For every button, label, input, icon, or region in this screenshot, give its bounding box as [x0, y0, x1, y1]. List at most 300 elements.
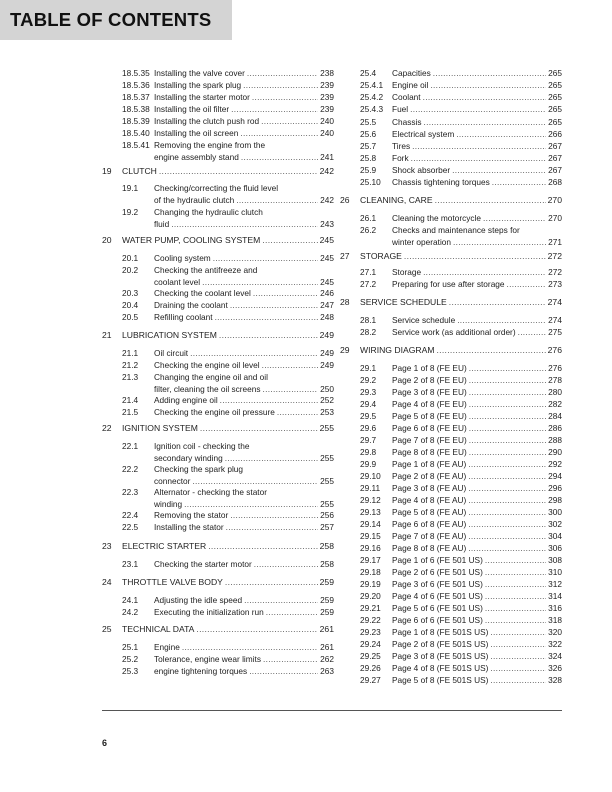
- toc-entry-title: Cooling system: [154, 253, 211, 263]
- toc-entry-title: Page 3 of 6 (FE 501 US): [392, 579, 483, 589]
- dot-leader: [196, 624, 317, 636]
- toc-entry[interactable]: [102, 372, 334, 395]
- dot-leader: [430, 80, 546, 92]
- dot-leader: [468, 483, 546, 495]
- toc-entry-title: TECHNICAL DATA: [122, 624, 195, 634]
- toc-entry[interactable]: [340, 591, 562, 603]
- toc-entry[interactable]: [340, 615, 562, 627]
- toc-entry-title: Page 5 of 6 (FE 501 US): [392, 603, 483, 613]
- toc-entry-title: Checking the starter motor: [154, 559, 252, 569]
- toc-entry[interactable]: [340, 267, 562, 279]
- dot-leader: [159, 166, 318, 178]
- toc-chapter[interactable]: [102, 423, 334, 435]
- toc-entry[interactable]: [340, 315, 562, 327]
- toc-entry-number: 25.5: [360, 117, 377, 127]
- dot-leader: [423, 267, 546, 279]
- toc-entry-number: 24.2: [122, 607, 139, 617]
- toc-entry[interactable]: [102, 642, 334, 654]
- dot-leader: [249, 666, 318, 678]
- dot-leader: [469, 435, 546, 447]
- toc-entry-title: Removing the stator: [154, 510, 229, 520]
- toc-entry-number: 24: [102, 577, 112, 587]
- toc-entry-page: 276: [547, 345, 562, 355]
- toc-entry-page: 296: [548, 483, 562, 493]
- toc-entry[interactable]: [340, 423, 562, 435]
- toc-entry-page: 252: [320, 395, 334, 405]
- toc-entry[interactable]: [102, 140, 334, 163]
- dot-leader: [277, 407, 318, 419]
- dot-leader: [213, 253, 318, 265]
- dot-leader: [424, 117, 547, 129]
- toc-entry[interactable]: [102, 441, 334, 464]
- toc-chapter[interactable]: [102, 577, 334, 589]
- toc-chapter[interactable]: [102, 330, 334, 342]
- toc-entry[interactable]: [102, 360, 334, 372]
- dot-leader: [240, 128, 318, 140]
- toc-entry-title: Page 1 of 6 (FE 501 US): [392, 555, 483, 565]
- toc-entry-number: 18.5.37: [122, 92, 150, 102]
- toc-entry[interactable]: [340, 411, 562, 423]
- dot-leader: [490, 639, 546, 651]
- toc-entry[interactable]: [102, 487, 334, 510]
- dot-leader: [485, 591, 546, 603]
- dot-leader: [208, 541, 317, 553]
- toc-entry[interactable]: [340, 579, 562, 591]
- toc-entry[interactable]: [340, 471, 562, 483]
- toc-entry[interactable]: [340, 435, 562, 447]
- toc-entry-number: 29.27: [360, 675, 381, 685]
- page-title: TABLE OF CONTENTS: [10, 9, 212, 30]
- dot-leader: [410, 104, 546, 116]
- toc-entry-title: Page 2 of 8 (FE 501S US): [392, 639, 489, 649]
- toc-entry-title: Checking the engine oil pressure: [154, 407, 275, 417]
- toc-entry[interactable]: [340, 531, 562, 543]
- toc-entry-title: Chassis tightening torques: [392, 177, 490, 187]
- toc-entry-page: 271: [548, 236, 562, 247]
- toc-entry-number: 29.9: [360, 459, 377, 469]
- toc-entry-number: 29.19: [360, 579, 381, 589]
- toc-entry-title: Installing the clutch push rod: [154, 116, 260, 126]
- toc-entry-number: 25.9: [360, 165, 377, 175]
- toc-entry-number: 23: [102, 541, 112, 551]
- toc-entry-page: 263: [320, 666, 334, 676]
- toc-entry-page: 245: [320, 276, 334, 287]
- toc-entry-title: Checking the engine oil level: [154, 360, 260, 370]
- toc-entry-title: Service work (as additional order): [392, 327, 516, 337]
- toc-entry-number: 27.2: [360, 279, 377, 289]
- toc-entry[interactable]: [340, 519, 562, 531]
- toc-entry-page: 241: [320, 151, 334, 162]
- toc-entry[interactable]: [102, 666, 334, 678]
- toc-entry[interactable]: [102, 607, 334, 619]
- toc-entry[interactable]: [340, 213, 562, 225]
- toc-entry[interactable]: [102, 395, 334, 407]
- toc-entry-title: Page 5 of 8 (FE AU): [392, 507, 467, 517]
- dot-leader: [230, 510, 318, 522]
- dot-leader: [490, 675, 546, 687]
- toc-entry[interactable]: [340, 363, 562, 375]
- toc-entry-title: SERVICE SCHEDULE: [360, 297, 447, 307]
- toc-entry[interactable]: [102, 348, 334, 360]
- toc-entry-title: Page 3 of 8 (FE EU): [392, 387, 467, 397]
- toc-entry-number: 29.22: [360, 615, 381, 625]
- toc-entry[interactable]: [340, 483, 562, 495]
- toc-entry-number: 25.4: [360, 68, 377, 78]
- dot-leader: [469, 411, 546, 423]
- toc-entry-number: 18.5.36: [122, 80, 150, 90]
- toc-entry[interactable]: [102, 312, 334, 324]
- toc-entry-number: 26.2: [360, 225, 377, 235]
- toc-chapter[interactable]: [340, 297, 562, 309]
- toc-entry[interactable]: [102, 207, 334, 230]
- toc-entry[interactable]: [340, 507, 562, 519]
- toc-entry-page: 298: [548, 495, 562, 505]
- toc-entry-title: Shock absorber: [392, 165, 451, 175]
- dot-leader: [266, 607, 318, 619]
- toc-entry-number: 25.4.1: [360, 80, 384, 90]
- toc-entry-page: 320: [548, 627, 562, 637]
- toc-entry-title: engine tightening torques: [154, 666, 248, 676]
- toc-entry-title: Adjusting the idle speed: [154, 595, 243, 605]
- toc-entry-title: Installing the oil screen: [154, 128, 239, 138]
- toc-entry-page: 278: [548, 375, 562, 385]
- toc-chapter[interactable]: [340, 251, 562, 263]
- toc-entry[interactable]: [340, 663, 562, 675]
- toc-entry-number: 25.6: [360, 129, 377, 139]
- toc-entry-number: 22.5: [122, 522, 139, 532]
- toc-entry[interactable]: [340, 375, 562, 387]
- toc-entry[interactable]: [102, 654, 334, 666]
- toc-entry-number: 22.3: [122, 487, 139, 497]
- footer-rule: [102, 710, 562, 711]
- toc-entry-number: 29.10: [360, 471, 381, 481]
- toc-entry-number: 29.20: [360, 591, 381, 601]
- toc-entry-title: coolant level: [154, 276, 201, 287]
- toc-entry[interactable]: [340, 675, 562, 687]
- toc-entry-title: Ignition coil - checking the: [154, 441, 250, 451]
- dot-leader: [469, 363, 546, 375]
- toc-entry-title: Checking the spark plug: [154, 464, 244, 474]
- toc-entry-page: 245: [320, 253, 334, 263]
- toc-entry-number: 18.5.39: [122, 116, 150, 126]
- toc-entry[interactable]: [340, 639, 562, 651]
- toc-entry[interactable]: [102, 68, 334, 80]
- toc-entry[interactable]: [102, 80, 334, 92]
- toc-entry-number: 29.3: [360, 387, 377, 397]
- toc-entry[interactable]: [340, 447, 562, 459]
- toc-entry-page: 280: [548, 387, 562, 397]
- toc-entry[interactable]: [102, 510, 334, 522]
- dot-leader: [485, 603, 546, 615]
- toc-entry-title: ELECTRIC STARTER: [122, 541, 207, 551]
- toc-entry-title: Page 7 of 8 (FE EU): [392, 435, 467, 445]
- toc-entry-page: 245: [319, 235, 334, 245]
- toc-entry-number: 29: [340, 345, 350, 355]
- toc-entry[interactable]: [102, 522, 334, 534]
- dot-leader: [452, 165, 546, 177]
- toc-entry[interactable]: [340, 165, 562, 177]
- toc-entry[interactable]: [340, 555, 562, 567]
- toc-entry-page: 261: [320, 642, 334, 652]
- dot-leader: [252, 92, 318, 104]
- dot-leader: [490, 651, 546, 663]
- toc-entry-number: 18.5.35: [122, 68, 150, 78]
- toc-entry[interactable]: [102, 407, 334, 419]
- toc-entry-title: of the hydraulic clutch: [154, 194, 235, 205]
- toc-entry-number: 29.11: [360, 483, 381, 493]
- toc-entry-title: fluid: [154, 218, 170, 229]
- toc-entry-title: Checks and maintenance steps for: [392, 225, 520, 235]
- toc-entry-number: 24.1: [122, 595, 139, 605]
- toc-entry-number: 21.4: [122, 395, 139, 405]
- dot-leader: [411, 153, 547, 165]
- dot-leader: [457, 315, 546, 327]
- dot-leader: [192, 476, 318, 488]
- dot-leader: [261, 116, 318, 128]
- toc-entry[interactable]: [102, 464, 334, 487]
- toc-entry-title: Page 2 of 8 (FE EU): [392, 375, 467, 385]
- dot-leader: [423, 92, 547, 104]
- toc-entry-page: 267: [548, 153, 562, 163]
- dot-leader: [184, 499, 318, 511]
- toc-entry-number: 22.4: [122, 510, 139, 520]
- toc-entry-title: Installing the starter motor: [154, 92, 250, 102]
- toc-chapter[interactable]: [340, 195, 562, 207]
- toc-entry-page: 272: [548, 267, 562, 277]
- toc-entry-page: 239: [320, 80, 334, 90]
- dot-leader: [262, 360, 319, 372]
- toc-entry-number: 29.17: [360, 555, 381, 565]
- toc-entry-title: CLUTCH: [122, 166, 157, 176]
- toc-entry-title: LUBRICATION SYSTEM: [122, 330, 217, 340]
- toc-entry-title: Page 4 of 8 (FE 501S US): [392, 663, 489, 673]
- toc-entry[interactable]: [340, 129, 562, 141]
- toc-entry-number: 27: [340, 251, 350, 261]
- dot-leader: [219, 330, 318, 342]
- toc-entry-title: Page 4 of 8 (FE EU): [392, 399, 467, 409]
- toc-entry[interactable]: [102, 183, 334, 206]
- toc-entry[interactable]: [340, 80, 562, 92]
- toc-entry[interactable]: [340, 279, 562, 291]
- toc-entry-number: 25.2: [122, 654, 139, 664]
- dot-leader: [468, 507, 546, 519]
- toc-entry[interactable]: [340, 327, 562, 339]
- toc-entry[interactable]: [340, 651, 562, 663]
- toc-entry-page: 316: [548, 603, 562, 613]
- toc-entry-page: 274: [547, 297, 562, 307]
- toc-entry-title: Adding engine oil: [154, 395, 218, 405]
- toc-entry-page: 302: [548, 519, 562, 529]
- toc-entry-title: Page 6 of 8 (FE EU): [392, 423, 467, 433]
- toc-entry[interactable]: [340, 627, 562, 639]
- toc-entry-title: Page 4 of 6 (FE 501 US): [392, 591, 483, 601]
- dot-leader: [485, 555, 546, 567]
- toc-entry-title: Refilling coolant: [154, 312, 213, 322]
- toc-entry-number: 29.6: [360, 423, 377, 433]
- toc-entry-title: THROTTLE VALVE BODY: [122, 577, 223, 587]
- toc-entry-number: 29.26: [360, 663, 381, 673]
- toc-entry-number: 27.1: [360, 267, 377, 277]
- toc-entry[interactable]: [340, 567, 562, 579]
- dot-leader: [225, 453, 318, 465]
- toc-entry[interactable]: [340, 495, 562, 507]
- toc-entry-title: Coolant: [392, 92, 421, 102]
- toc-entry-page: 255: [320, 475, 334, 486]
- dot-leader: [468, 519, 546, 531]
- toc-entry-page: 326: [548, 663, 562, 673]
- toc-entry-title: Checking the antifreeze and: [154, 265, 258, 275]
- toc-entry[interactable]: [102, 559, 334, 571]
- toc-entry[interactable]: [102, 300, 334, 312]
- toc-entry-title: Alternator - checking the stator: [154, 487, 267, 497]
- toc-entry[interactable]: [340, 92, 562, 104]
- dot-leader: [202, 277, 318, 289]
- dot-leader: [230, 300, 318, 312]
- toc-entry-title: secondary winding: [154, 452, 223, 463]
- toc-entry-page: 328: [548, 675, 562, 685]
- toc-entry-title: Installing the oil filter: [154, 104, 230, 114]
- toc-entry-page: 238: [320, 68, 334, 78]
- toc-chapter[interactable]: [102, 541, 334, 553]
- dot-leader: [468, 471, 546, 483]
- toc-entry[interactable]: [340, 104, 562, 116]
- dot-leader: [468, 531, 546, 543]
- toc-entry-page: 268: [548, 177, 562, 187]
- dot-leader: [182, 642, 318, 654]
- toc-entry-page: 284: [548, 411, 562, 421]
- toc-entry-page: 258: [319, 541, 334, 551]
- toc-entry-title: winding: [154, 498, 183, 509]
- toc-entry-title: Page 1 of 8 (FE AU): [392, 459, 467, 469]
- toc-entry-page: 259: [320, 607, 334, 617]
- toc-entry-page: 249: [320, 360, 334, 370]
- toc-entry-number: 25.10: [360, 177, 381, 187]
- dot-leader: [225, 577, 318, 589]
- toc-entry-page: 255: [319, 423, 334, 433]
- toc-entry[interactable]: [102, 265, 334, 288]
- toc-entry-page: 288: [548, 435, 562, 445]
- toc-entry[interactable]: [102, 288, 334, 300]
- toc-entry[interactable]: [340, 225, 562, 248]
- toc-entry-number: 29.5: [360, 411, 377, 421]
- toc-entry[interactable]: [340, 543, 562, 555]
- toc-entry[interactable]: [340, 68, 562, 80]
- toc-entry[interactable]: [102, 116, 334, 128]
- toc-entry-title: Page 7 of 8 (FE AU): [392, 531, 467, 541]
- toc-entry-page: 274: [548, 315, 562, 325]
- toc-entry-title: Changing the engine oil and oil: [154, 372, 268, 382]
- toc-chapter[interactable]: [102, 166, 334, 178]
- toc-entry[interactable]: [340, 387, 562, 399]
- dot-leader: [469, 423, 546, 435]
- toc-entry-page: 239: [320, 104, 334, 114]
- toc-entry-page: 276: [548, 363, 562, 373]
- toc-entry[interactable]: [102, 104, 334, 116]
- toc-entry-page: 242: [319, 166, 334, 176]
- toc-entry-number: 29.18: [360, 567, 381, 577]
- toc-entry-number: 29.24: [360, 639, 381, 649]
- toc-entry-page: 243: [320, 218, 334, 229]
- toc-entry-page: 304: [548, 531, 562, 541]
- dot-leader: [226, 522, 319, 534]
- toc-entry-number: 28.1: [360, 315, 377, 325]
- toc-chapter[interactable]: [102, 624, 334, 636]
- toc-entry-page: 275: [548, 327, 562, 337]
- dot-leader: [469, 447, 546, 459]
- toc-entry-title: Draining the coolant: [154, 300, 228, 310]
- toc-entry[interactable]: [102, 92, 334, 104]
- toc-entry[interactable]: [340, 459, 562, 471]
- dot-leader: [485, 615, 546, 627]
- toc-entry[interactable]: [340, 117, 562, 129]
- toc-chapter[interactable]: [102, 235, 334, 247]
- toc-entry[interactable]: [340, 141, 562, 153]
- toc-entry-page: 261: [319, 624, 334, 634]
- toc-entry-number: 19.2: [122, 207, 139, 217]
- toc-entry[interactable]: [102, 595, 334, 607]
- toc-entry-number: 29.16: [360, 543, 381, 553]
- toc-entry-number: 21.1: [122, 348, 139, 358]
- dot-leader: [215, 312, 319, 324]
- toc-entry-title: Page 3 of 8 (FE 501S US): [392, 651, 489, 661]
- toc-entry-page: 310: [548, 567, 562, 577]
- toc-entry-number: 20: [102, 235, 112, 245]
- toc-chapter[interactable]: [340, 345, 562, 357]
- toc-entry-page: 272: [547, 251, 562, 261]
- toc-entry-page: 314: [548, 591, 562, 601]
- toc-entry-page: 246: [320, 288, 334, 298]
- toc-entry-title: STORAGE: [360, 251, 402, 261]
- toc-entry-title: Tolerance, engine wear limits: [154, 654, 261, 664]
- toc-entry-number: 29.7: [360, 435, 377, 445]
- toc-entry[interactable]: [340, 153, 562, 165]
- toc-entry-title: Cleaning the motorcycle: [392, 213, 482, 223]
- toc-entry-number: 21.2: [122, 360, 139, 370]
- toc-entry-title: Page 8 of 8 (FE EU): [392, 447, 467, 457]
- dot-leader: [231, 104, 318, 116]
- toc-entry-title: Engine: [154, 642, 180, 652]
- dot-leader: [518, 327, 547, 339]
- toc-entry-page: 286: [548, 423, 562, 433]
- toc-entry[interactable]: [340, 603, 562, 615]
- toc-entry[interactable]: [340, 177, 562, 189]
- dot-leader: [262, 235, 317, 247]
- dot-leader: [404, 251, 546, 263]
- toc-entry-page: 292: [548, 459, 562, 469]
- toc-entry-number: 21: [102, 330, 112, 340]
- toc-entry-title: Electrical system: [392, 129, 455, 139]
- toc-entry-page: 265: [548, 92, 562, 102]
- dot-leader: [220, 395, 318, 407]
- toc-entry-number: 26: [340, 195, 350, 205]
- toc-entry-number: 29.4: [360, 399, 377, 409]
- toc-entry[interactable]: [102, 128, 334, 140]
- toc-entry-title: Service schedule: [392, 315, 456, 325]
- toc-entry-page: 259: [320, 595, 334, 605]
- toc-entry[interactable]: [340, 399, 562, 411]
- toc-entry[interactable]: [102, 253, 334, 265]
- toc-entry-page: 318: [548, 615, 562, 625]
- dot-leader: [449, 297, 546, 309]
- toc-entry-number: 20.1: [122, 253, 139, 263]
- toc-entry-number: 19.1: [122, 183, 139, 193]
- toc-entry-title: Engine oil: [392, 80, 429, 90]
- dot-leader: [263, 654, 318, 666]
- dot-leader: [241, 152, 318, 164]
- toc-entry-title: Page 3 of 8 (FE AU): [392, 483, 467, 493]
- dot-leader: [253, 288, 318, 300]
- toc-entry-number: 20.3: [122, 288, 139, 298]
